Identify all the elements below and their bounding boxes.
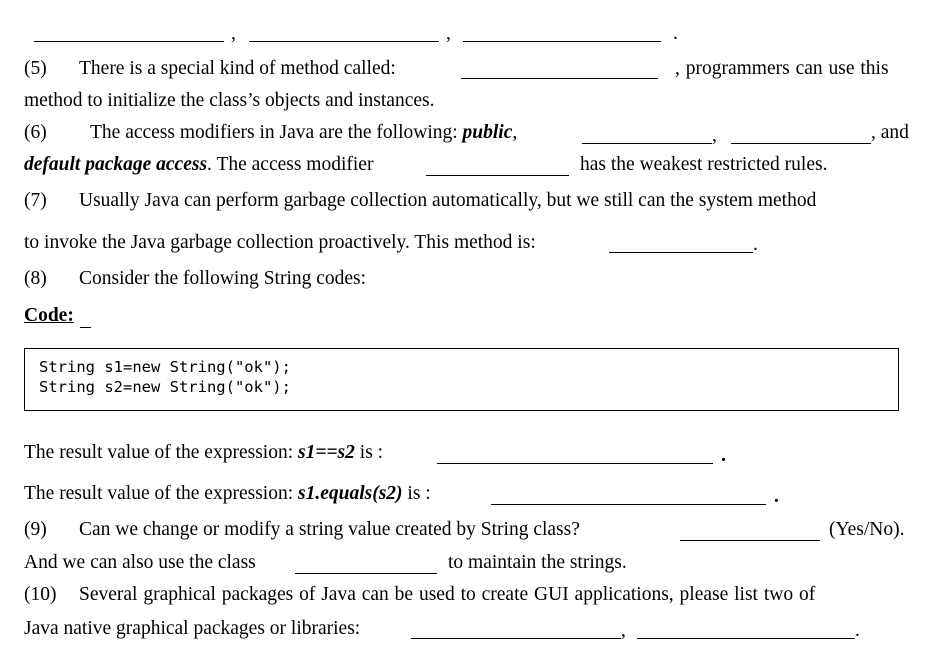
question-5-number: (5) xyxy=(24,58,47,79)
answer-blank-q8-1[interactable] xyxy=(437,463,713,464)
expression-2-suffix: is : xyxy=(402,483,431,504)
question-10-line2: Java native graphical packages or libraries: xyxy=(24,618,361,639)
answer-blank-top-2[interactable] xyxy=(249,41,439,42)
question-7-text: Usually Java can perform garbage collection automatically, but we still can the system method xyxy=(79,190,817,211)
answer-blank-q10-1[interactable] xyxy=(411,638,621,639)
expression-1-code: s1==s2 xyxy=(298,442,355,463)
answer-blank-q6-2[interactable] xyxy=(731,143,871,144)
code-block xyxy=(24,348,899,411)
answer-blank-q6-1[interactable] xyxy=(582,143,712,144)
question-5-line2: method to initialize the class’s objects and instances. xyxy=(24,90,435,111)
question-6-line2-mid: . The access modifier xyxy=(207,154,374,175)
end-period: . xyxy=(721,445,726,466)
question-6-text xyxy=(90,121,517,145)
question-5-after: , programmers can use this xyxy=(675,58,889,79)
question-6-and: , and xyxy=(871,122,909,143)
answer-blank-top-1[interactable] xyxy=(34,41,224,42)
question-8-number: (8) xyxy=(24,268,47,289)
answer-blank-q9-2[interactable] xyxy=(295,573,437,574)
question-6-number: (6) xyxy=(24,122,47,143)
answer-blank-q8-2[interactable] xyxy=(491,504,766,505)
separator-comma: , xyxy=(712,125,717,146)
code-line-2: String s2=new String("ok"); xyxy=(39,378,291,396)
keyword-default-package-access: default package access xyxy=(24,154,208,175)
question-6-line2-end: has the weakest restricted rules. xyxy=(580,154,828,175)
question-5-text: There is a special kind of method called: xyxy=(79,58,396,79)
code-label: Code: xyxy=(24,305,74,326)
end-period: . xyxy=(774,486,779,507)
answer-blank-q9-1[interactable] xyxy=(680,540,820,541)
question-7-line2: to invoke the Java garbage collection proactively. This method is: xyxy=(24,232,536,253)
code-line-1: String s1=new String("ok"); xyxy=(39,358,291,376)
answer-blank-q5[interactable] xyxy=(461,78,658,79)
question-9-yes-no: (Yes/No). xyxy=(829,519,905,540)
question-7-number: (7) xyxy=(24,190,47,211)
answer-blank-q10-2[interactable] xyxy=(637,638,855,639)
expression-1 xyxy=(24,441,383,465)
question-8-text: Consider the following String codes: xyxy=(79,268,367,289)
question-9-line2-end: to maintain the strings. xyxy=(448,552,627,573)
question-9-number: (9) xyxy=(24,519,47,540)
question-6-prefix: The access modifiers in Java are the following: xyxy=(90,122,463,143)
answer-blank-top-3[interactable] xyxy=(463,41,661,42)
question-9-line2-start: And we can also use the class xyxy=(24,552,256,573)
expression-1-suffix: is : xyxy=(354,442,384,463)
question-10-number: (10) xyxy=(24,584,57,605)
separator-comma: , xyxy=(512,122,518,143)
expression-1-prefix: The result value of the expression: xyxy=(24,442,298,463)
separator-comma: , xyxy=(621,620,626,641)
expression-2-prefix: The result value of the expression: xyxy=(24,483,298,504)
separator-comma: , xyxy=(231,23,236,44)
end-period: . xyxy=(855,620,860,641)
expression-2 xyxy=(24,482,431,506)
separator-comma: , xyxy=(446,23,451,44)
expression-2-code: s1.equals(s2) xyxy=(298,483,403,504)
answer-blank-q7[interactable] xyxy=(609,252,753,253)
question-10-text: Several graphical packages of Java can be used to create GUI applications, please list two of xyxy=(79,584,816,605)
question-9-text: Can we change or modify a string value created by String class? xyxy=(79,519,580,540)
end-period: . xyxy=(673,23,678,44)
answer-blank-q6-3[interactable] xyxy=(426,175,569,176)
keyword-public: public xyxy=(462,122,513,143)
question-6-line2 xyxy=(24,153,373,177)
end-period: . xyxy=(753,234,758,255)
code-label-underline-tail xyxy=(80,304,91,328)
